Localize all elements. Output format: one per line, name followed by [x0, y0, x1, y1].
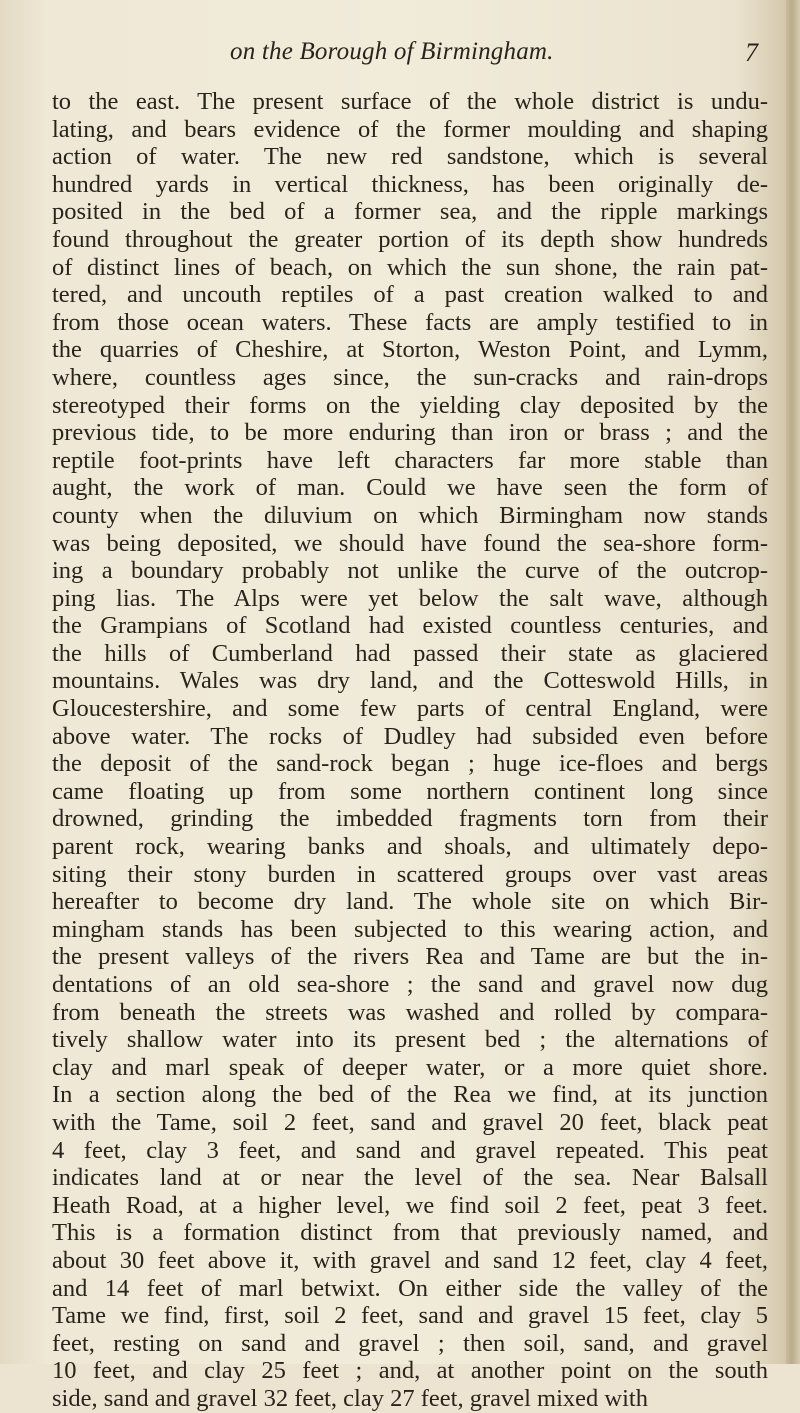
text-line: clay and marl speak of deeper water, or a more quiet shore. — [52, 1053, 768, 1081]
running-title: on the Borough of Birmingham. — [230, 38, 554, 65]
text-line: side, sand and gravel 32 feet, clay 27 feet, gravel mixed with — [52, 1384, 648, 1412]
text-line: the quarries of Cheshire, at Storton, Weston Point, and Lymm, — [52, 336, 768, 364]
text-line: above water. The rocks of Dudley had subsided even before — [52, 722, 768, 750]
text-line: the Grampians of Scotland had existed countless centuries, and — [52, 612, 768, 640]
text-line: Heath Road, at a higher level, we find soil 2 feet, peat 3 feet. — [52, 1191, 768, 1219]
text-line: This is a formation distinct from that previously named, and — [52, 1219, 768, 1247]
text-line: hundred yards in vertical thickness, has been originally de- — [52, 170, 768, 198]
text-line: tively shallow water into its present bed ; the alternations of — [52, 1026, 768, 1054]
text-line: siting their stony burden in scattered groups over vast areas — [52, 860, 768, 888]
text-line: where, countless ages since, the sun-cracks and rain-drops — [52, 363, 768, 391]
text-line: to the east. The present surface of the whole district is undu- — [52, 88, 768, 115]
text-line: hereafter to become dry land. The whole site on which Bir- — [52, 888, 768, 916]
text-line: Gloucestershire, and some few parts of central England, were — [52, 695, 768, 723]
text-line: with the Tame, soil 2 feet, sand and gravel 20 feet, black peat — [52, 1108, 768, 1136]
text-line: county when the diluvium on which Birmingham now stands — [52, 501, 768, 529]
text-line: posited in the bed of a former sea, and the ripple markings — [52, 198, 768, 226]
text-line: the deposit of the sand-rock began ; huge ice-floes and bergs — [52, 750, 768, 778]
text-line: lating, and bears evidence of the former moulding and shaping — [52, 115, 768, 143]
text-line: the present valleys of the rivers Rea and Tame are but the in- — [52, 943, 768, 971]
text-line: 10 feet, and clay 25 feet ; and, at another point on the south — [52, 1357, 768, 1385]
text-line: 4 feet, clay 3 feet, and sand and gravel repeated. This peat — [52, 1136, 768, 1164]
text-line: reptile foot-prints have left characters far more stable than — [52, 446, 768, 474]
text-line: feet, resting on sand and gravel ; then soil, sand, and gravel — [52, 1329, 768, 1357]
text-line: previous tide, to be more enduring than iron or brass ; and the — [52, 419, 768, 447]
text-line: drowned, grinding the imbedded fragments torn from their — [52, 805, 768, 833]
text-line: Tame we find, first, soil 2 feet, sand and gravel 15 feet, clay 5 — [52, 1302, 768, 1330]
page-number: 7 — [745, 38, 758, 67]
text-line: indicates land at or near the level of the sea. Near Balsall — [52, 1164, 768, 1192]
running-head — [60, 38, 758, 78]
body-text — [52, 88, 768, 1413]
text-line: came floating up from some northern continent long since — [52, 777, 768, 805]
text-line: mingham stands has been subjected to this wearing action, and — [52, 915, 768, 943]
text-line: mountains. Wales was dry land, and the Cotteswold Hills, in — [52, 667, 768, 695]
text-line: action of water. The new red sandstone, which is several — [52, 143, 768, 171]
text-line: about 30 feet above it, with gravel and sand 12 feet, clay 4 feet, — [52, 1246, 768, 1274]
text-line: was being deposited, we should have found the sea-shore form- — [52, 529, 768, 557]
text-line: of distinct lines of beach, on which the sun shone, the rain pat- — [52, 253, 768, 281]
text-line: tered, and uncouth reptiles of a past creation walked to and — [52, 281, 768, 309]
text-line: the hills of Cumberland had passed their state as glaciered — [52, 639, 768, 667]
text-line: In a section along the bed of the Rea we find, at its junction — [52, 1081, 768, 1109]
text-line: and 14 feet of marl betwixt. On either side the valley of the — [52, 1274, 768, 1302]
text-line: parent rock, wearing banks and shoals, and ultimately depo- — [52, 833, 768, 861]
text-line: stereotyped their forms on the yielding clay deposited by the — [52, 391, 768, 419]
text-line: aught, the work of man. Could we have seen the form of — [52, 474, 768, 502]
text-line: from those ocean waters. These facts are amply testified to in — [52, 308, 768, 336]
text-line: dentations of an old sea-shore ; the sand and gravel now dug — [52, 971, 768, 998]
text-line: from beneath the streets was washed and rolled by compara- — [52, 998, 768, 1026]
text-line: ping lias. The Alps were yet below the salt wave, although — [52, 584, 768, 612]
text-line: found throughout the greater portion of its depth show hundreds — [52, 225, 768, 253]
page-edge-shadow — [786, 0, 800, 1364]
text-line: ing a boundary probably not unlike the curve of the outcrop- — [52, 557, 768, 585]
